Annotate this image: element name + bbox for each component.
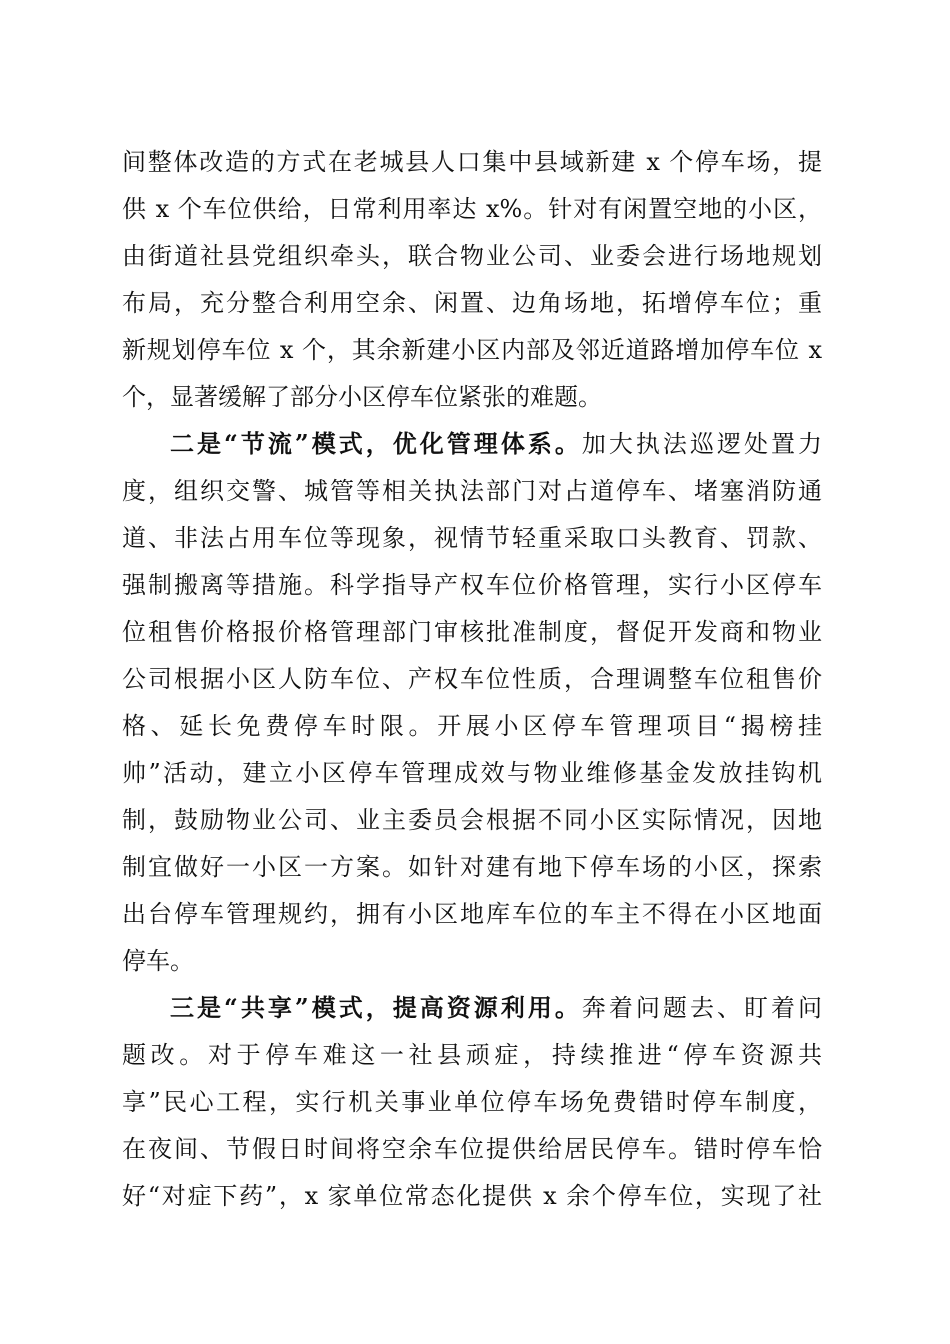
paragraph-3-first-line-rest: 奔着问题去、盯着问 — [581, 994, 823, 1022]
paragraph-2-line-3: 道、非法占用车位等现象，视情节轻重采取口头教育、罚款、 — [122, 524, 822, 552]
paragraph-1-line-3: 由街道社县党组织牵头，联合物业公司、业委会进行场地规划 — [122, 242, 822, 270]
paragraph-1-line-5: 新规划停车位 x 个，其余新建小区内部及邻近道路增加停车位 x — [122, 336, 822, 364]
paragraph-1-line-2: 供 x 个车位供给，日常利用率达 x%。针对有闲置空地的小区， — [122, 195, 822, 223]
paragraph-2-line-4: 强制搬离等措施。科学指导产权车位价格管理，实行小区停车 — [122, 571, 822, 599]
paragraph-1-line-1: 间整体改造的方式在老城县人口集中县域新建 x 个停车场，提 — [122, 148, 822, 176]
paragraph-1-line-4: 布局，充分整合利用空余、闲置、边角场地，拓增停车位；重 — [122, 289, 822, 317]
paragraph-2-line-7: 格、延长免费停车时限。开展小区停车管理项目“揭榜挂 — [122, 712, 822, 740]
paragraph-1-line-6: 个，显著缓解了部分小区停车位紧张的难题。 — [122, 383, 602, 411]
paragraph-2-line-2: 度，组织交警、城管等相关执法部门对占道停车、堵塞消防通 — [122, 477, 822, 505]
paragraph-3-line-1 — [170, 988, 822, 1028]
paragraph-3-line-4: 在夜间、节假日时间将空余车位提供给居民停车。错时停车恰 — [122, 1135, 822, 1163]
paragraph-2-line-1 — [170, 424, 822, 464]
paragraph-2-heading: 二是“节流”模式，优化管理体系。 — [170, 429, 582, 458]
paragraph-2-line-9: 制，鼓励物业公司、业主委员会根据不同小区实际情况，因地 — [122, 806, 822, 834]
paragraph-2-line-8: 帅”活动，建立小区停车管理成效与物业维修基金发放挂钩机 — [122, 759, 822, 787]
paragraph-2-line-5: 位租售价格报价格管理部门审核批准制度，督促开发商和物业 — [122, 618, 822, 646]
paragraph-2-line-10: 制宜做好一小区一方案。如针对建有地下停车场的小区，探索 — [122, 853, 822, 881]
paragraph-3-line-2: 题改。对于停车难这一社县顽症，持续推进“停车资源共 — [122, 1041, 822, 1069]
paragraph-3-heading: 三是“共享”模式，提高资源利用。 — [170, 993, 582, 1022]
paragraph-2-line-12: 停车。 — [122, 947, 194, 975]
paragraph-2-line-11: 出台停车管理规约，拥有小区地库车位的车主不得在小区地面 — [122, 900, 822, 928]
paragraph-3-line-5: 好“对症下药”，x 家单位常态化提供 x 余个停车位，实现了社 — [122, 1182, 822, 1210]
paragraph-2-first-line-rest: 加大执法巡逻处置力 — [581, 430, 823, 458]
paragraph-3-line-3: 享”民心工程，实行机关事业单位停车场免费错时停车制度， — [122, 1088, 822, 1116]
paragraph-2-line-6: 公司根据小区人防车位、产权车位性质，合理调整车位租售价 — [122, 665, 822, 693]
